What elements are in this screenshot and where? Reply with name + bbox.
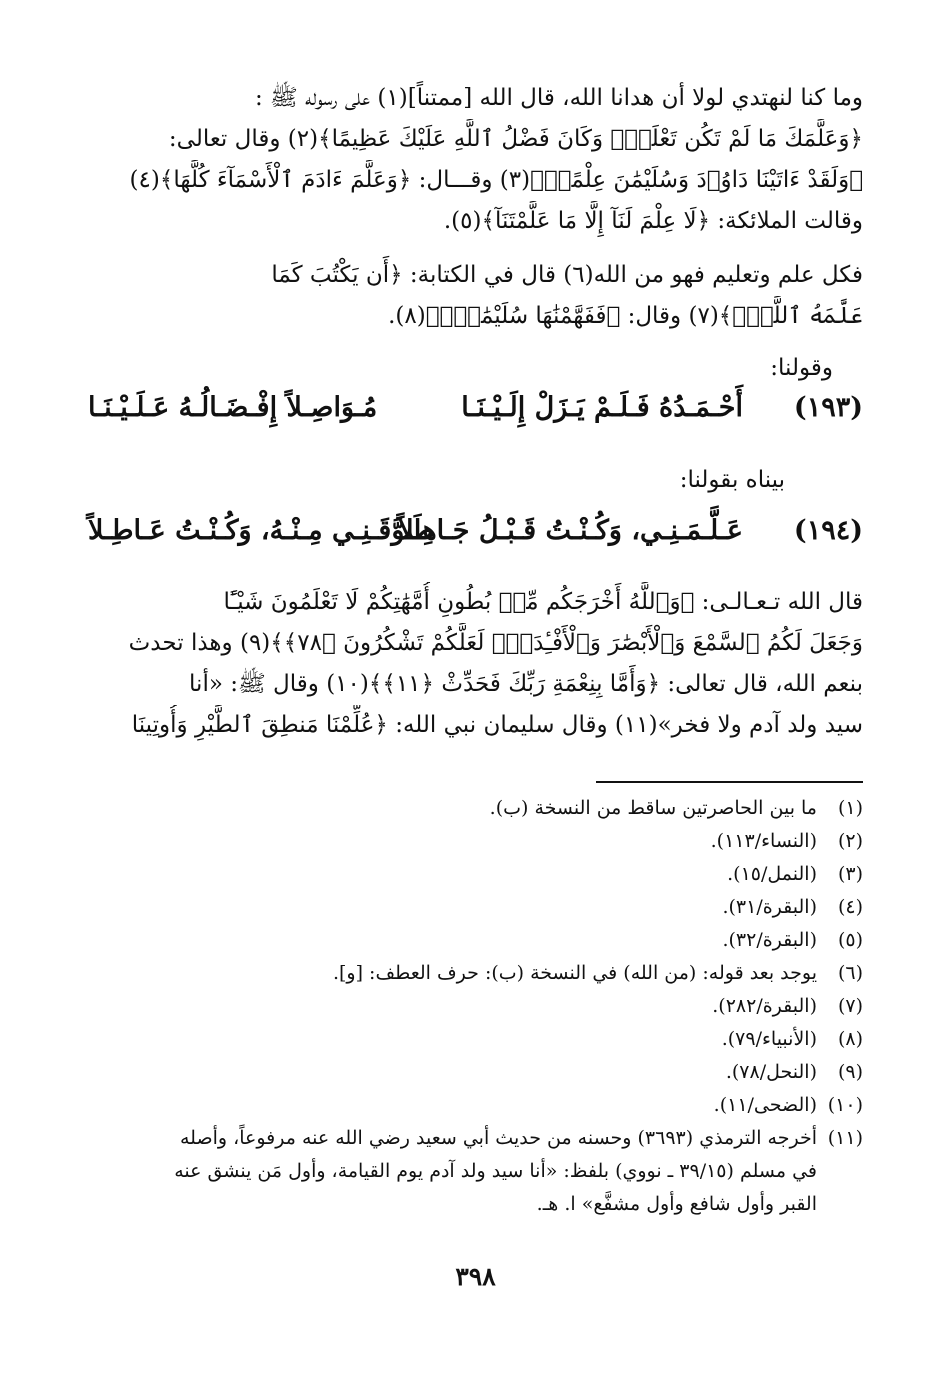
text-line: فكل علم وتعليم فهو من الله(٦) قال في الكتابة: ﴿أَن يَكْتُبَ كَمَا — [271, 262, 863, 288]
footnote — [88, 990, 863, 1023]
footnote-text: أخرجه الترمذي (٣٦٩٣) وحسنه من حديث أبي سعيد رضي الله عنه مرفوعاً، وأصله — [179, 1127, 817, 1149]
footnote-number: (١٠) — [827, 1094, 863, 1116]
text-line: بنعم الله، قال تعالى: ﴿وَأَمَّا بِنِعْمَةِ رَبِّكَ فَحَدِّثْ ﴿١١﴾﴾(١٠) وقال ﷺ: «أنا — [189, 671, 863, 697]
verse-intro-1 — [88, 348, 833, 389]
footnote-number: (٤) — [837, 896, 863, 918]
footnote — [88, 1023, 863, 1056]
footnote-text: (الضحى/١١). — [713, 1094, 817, 1116]
footnote — [88, 792, 863, 825]
intro-text: وقولنا: — [770, 355, 833, 381]
paragraph-3 — [88, 582, 863, 746]
text-line: عَلَّمَهُ ٱللَّهُۚ﴾(٧) وقال: ﴿فَفَهَّمْنَٰهَا سُلَيْمَٰنَۚ﴾(٨). — [388, 303, 863, 329]
verse-intro-2 — [88, 460, 785, 501]
verse-hemistich-1: عَـلَّـمَـنِـي، وَكُـنْـتُ قَـبْـلُ جَـاهِـلاً — [398, 515, 743, 546]
text-line: قال الله تـعـالـى: ﴿وَٱللَّهُ أَخْرَجَكُم مِّنۢ بُطُونِ أُمَّهَٰتِكُمْ لَا تَعْلَمُونَ شَيْـًٔا — [223, 589, 863, 615]
footnote-text: في مسلم (٣٩/١٥ ـ نووي) بلفظ: «أنا سيد ولد آدم يوم القيامة، وأول مَن ينشق عنه — [174, 1160, 817, 1182]
footnote-number: (٥) — [837, 929, 863, 951]
footnote-number: (٣) — [837, 863, 863, 885]
footnote-text: يوجد بعد قوله: (من الله) في النسخة (ب): حرف العطف: [و]. — [332, 962, 817, 984]
footnote-text: القبر وأول شافع وأول مشفَّع» ا. هـ. — [536, 1193, 817, 1215]
page-number: ٣٩٨ — [455, 1262, 496, 1291]
footnote-number: (٨) — [837, 1028, 863, 1050]
footnote — [88, 891, 863, 924]
footnote-number: (١) — [837, 797, 863, 819]
text-line: وقالت الملائكة: ﴿لَا عِلْمَ لَنَآ إِلَّا مَا عَلَّمْتَنَآ﴾(٥). — [443, 208, 863, 234]
verse-hemistich-2: مُـوَاصِـلاً إِفْـضَـالُـهُ عَـلَـيْـنَـا — [88, 392, 378, 423]
footnote — [88, 1089, 863, 1122]
footnote-number: (٩) — [837, 1061, 863, 1083]
footnote-number: (٢) — [837, 830, 863, 852]
paragraph-1 — [88, 78, 863, 242]
verse-193 — [88, 392, 863, 436]
verse-number: (١٩٤) — [793, 515, 863, 546]
text-line: سيد ولد آدم ولا فخر»(١١) وقال سليمان نبي الله: ﴿عُلِّمْنَا مَنطِقَ ٱلطَّيْرِ وَأُوتِينَا — [131, 712, 863, 738]
footnote — [88, 924, 863, 957]
footnote-text: (البقرة/٣١). — [722, 896, 817, 918]
text-line: وَجَعَلَ لَكُمُ ٱلسَّمْعَ وَٱلْأَبْصَٰرَ وَٱلْأَفْـِٔدَةَۙ لَعَلَّكُمْ تَشْكُرُونَ ﴿٧٨﴾﴾(٩) وهذا تحدث — [128, 630, 863, 656]
paragraph-2 — [88, 255, 863, 337]
verse-number: (١٩٣) — [793, 392, 863, 423]
text-line: وما كنا لنهتدي لولا أن هدانا الله، قال الله [ممتناً](١) على رسوله ﷺ : — [254, 85, 863, 111]
footnote-text: ما بين الحاصرتين ساقط من النسخة (ب). — [489, 797, 817, 819]
intro-text: بيناه بقولنا: — [679, 467, 785, 493]
verse-hemistich-1: أَحْـمَـدُهُ فَـلَـمْ يَـزَلْ إِلَـيْـنَـا — [461, 392, 743, 423]
footnote-text: (النساء/١١٣). — [710, 830, 817, 852]
footnote-text: (النحل/٧٨). — [725, 1061, 817, 1083]
verse-194 — [88, 515, 863, 559]
footnote-continuation — [88, 1155, 817, 1188]
verse-hemistich-2: طَـوَّقَـنِـي مِـنْـهُ، وَكُـنْـتُ عَـاطِـلاً — [88, 515, 435, 546]
footnote — [88, 1122, 863, 1155]
text-line: ﴿وَلَقَدْ ءَاتَيْنَا دَاوُۥدَ وَسُلَيْمَٰنَ عِلْمًاۖ﴾(٣) وقـــال: ﴿وَعَلَّمَ ءَادَمَ ٱلْأَسْمَآءَ كُلَّهَا﴾(٤) — [129, 167, 863, 193]
footnote-number: (٦) — [837, 962, 863, 984]
footnote — [88, 957, 863, 990]
text-line: ﴿وَعَلَّمَكَ مَا لَمْ تَكُن تَعْلَمُۚ وَكَانَ فَضْلُ ٱللَّهِ عَلَيْكَ عَظِيمًا﴾(٢) وقال تعالى: — [168, 126, 863, 152]
footnote-text: (النمل/١٥). — [727, 863, 817, 885]
footnote-text: (الأنبياء/٧٩). — [721, 1028, 817, 1050]
footnote-number: (٧) — [837, 995, 863, 1017]
footnote-text: (البقرة/٢٨٢). — [712, 995, 817, 1017]
footnote-continuation — [88, 1188, 817, 1221]
footnote-text: (البقرة/٣٢). — [722, 929, 817, 951]
footnote — [88, 858, 863, 891]
footnote — [88, 1056, 863, 1089]
footnote — [88, 825, 863, 858]
footnote-number: (١١) — [827, 1127, 863, 1149]
footnote-divider — [596, 781, 863, 783]
